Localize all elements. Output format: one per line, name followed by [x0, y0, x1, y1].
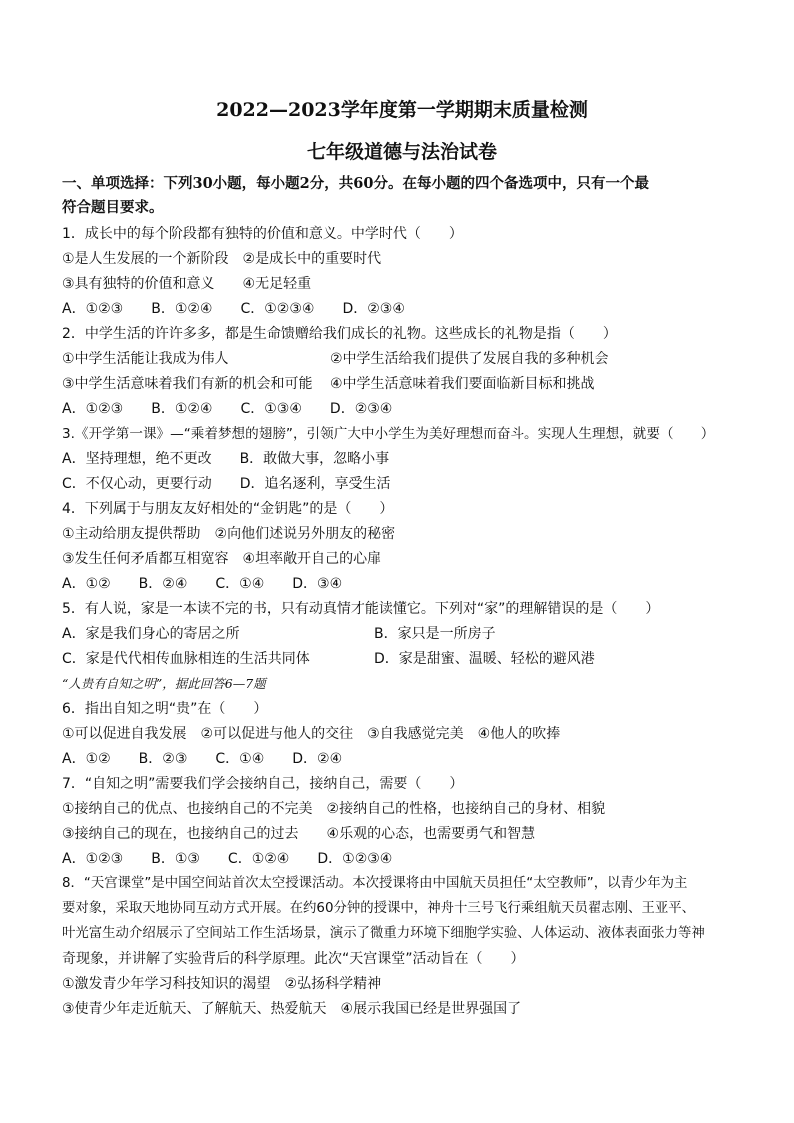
q3-stem: 3.《开学第一课》—“乘着梦想的翅膀”，引领广大中小学生为美好理想而奋斗。实现人生理想，就要（ ）: [62, 426, 715, 442]
q5-stem: 5．有人说，家是一本读不完的书，只有动真情才能读懂它。下列对“家”的理解错误的是（ ）: [62, 601, 660, 617]
q3-options-ab: A．坚持理想，绝不更改 B．敢做大事，忽略小事: [62, 451, 390, 467]
q6-answers: A．①② B．②③ C．①④ D．②④: [62, 751, 343, 767]
q7-stem: 7．“自知之明”需要我们学会接纳自己，接纳自己，需要（ ）: [62, 776, 464, 792]
q2-option-3: ③中学生活意味着我们有新的机会和可能: [62, 376, 313, 392]
exam-subtitle: 七年级道德与法治试卷: [306, 141, 497, 163]
exam-page: [62, 0, 742, 1123]
q2-answers: A．①②③ B．①②④ C．①③④ D．②③④: [62, 401, 393, 417]
q5-option-a: A．家是我们身心的寄居之所: [62, 626, 240, 642]
q5-option-b: B．家只是一所房子: [374, 626, 496, 642]
q8-options-row2: ③使青少年走近航天、了解航天、热爱航天 ④展示我国已经是世界强国了: [62, 1001, 522, 1017]
q5-option-d: D．家是甜蜜、温暖、轻松的避风港: [374, 651, 595, 667]
q7-options-row1: ①接纳自己的优点、也接纳自己的不完美 ②接纳自己的性格，也接纳自己的身材、相貌: [62, 801, 606, 817]
q4-stem: 4．下列属于与朋友友好相处的“金钥匙”的是（ ）: [62, 501, 394, 517]
q8-stem-line3: 叶光富生动介绍展示了空间站工作生活场景，演示了微重力环境下细胞学实验、人体运动、液体表面张力等神: [62, 926, 705, 941]
q1-stem: 1．成长中的每个阶段都有独特的价值和意义。中学时代（ ）: [62, 226, 463, 242]
section-heading-line2: 符合题目要求。: [62, 199, 164, 216]
q1-options-row2: ③具有独特的价值和意义 ④无足轻重: [62, 276, 312, 292]
exam-title: 2022—2023学年度第一学期期末质量检测: [216, 99, 588, 121]
q1-options-row1: ①是人生发展的一个新阶段 ②是成长中的重要时代: [62, 251, 382, 267]
q8-stem-line2: 要对象，采取天地协同互动方式开展。在约60分钟的授课中，神舟十三号飞行乘组航天员翟志刚、王亚平、: [62, 901, 696, 916]
q2-option-4: ④中学生活意味着我们要面临新目标和挑战: [330, 376, 595, 392]
q4-options-row1: ①主动给朋友提供帮助 ②向他们述说另外朋友的秘密: [62, 526, 396, 542]
q7-options-row2: ③接纳自己的现在，也接纳自己的过去 ④乐观的心态，也需要勇气和智慧: [62, 826, 536, 842]
q3-options-cd: C．不仅心动，更要行动 D．追名逐利，享受生活: [62, 476, 391, 492]
q2-option-1: ①中学生活能让我成为伟人: [62, 351, 229, 367]
q8-options-row1: ①激发青少年学习科技知识的渴望 ②弘扬科学精神: [62, 976, 382, 992]
q8-stem-line1: 8．“天宫课堂”是中国空间站首次太空授课活动。本次授课将由中国航天员担任“太空教师”，以青少年为主: [62, 876, 688, 891]
q4-options-row2: ③发生任何矛盾都互相宽容 ④坦率敞开自己的心扉: [62, 551, 382, 567]
q5-option-c: C．家是代代相传血脉相连的生活共同体: [62, 651, 310, 667]
q2-option-2: ②中学生活给我们提供了发展自我的多种机会: [330, 351, 609, 367]
q1-answers: A．①②③ B．①②④ C．①②③④ D．②③④: [62, 301, 405, 317]
q4-answers: A．①② B．②④ C．①④ D．③④: [62, 576, 343, 592]
q8-stem-line4: 奇现象，并讲解了实验背后的科学原理。此次“天宫课堂”活动旨在（ ）: [62, 951, 525, 967]
q2-stem: 2．中学生活的许许多多，都是生命馈赠给我们成长的礼物。这些成长的礼物是指（ ）: [62, 326, 617, 342]
q6-stem: 6．指出自知之明“贵”在（ ）: [62, 701, 268, 717]
section-heading-line1: 一、单项选择：下列30小题，每小题2分，共60分。在每小题的四个备选项中，只有一个最: [62, 175, 649, 192]
q7-answers: A．①②③ B．①③ C．①②④ D．①②③④: [62, 851, 393, 867]
q6-options: ①可以促进自我发展 ②可以促进与他人的交往 ③自我感觉完美 ④他人的吹捧: [62, 726, 561, 742]
reading-note: “人贵有自知之明”，据此回答6—7题: [62, 676, 266, 691]
